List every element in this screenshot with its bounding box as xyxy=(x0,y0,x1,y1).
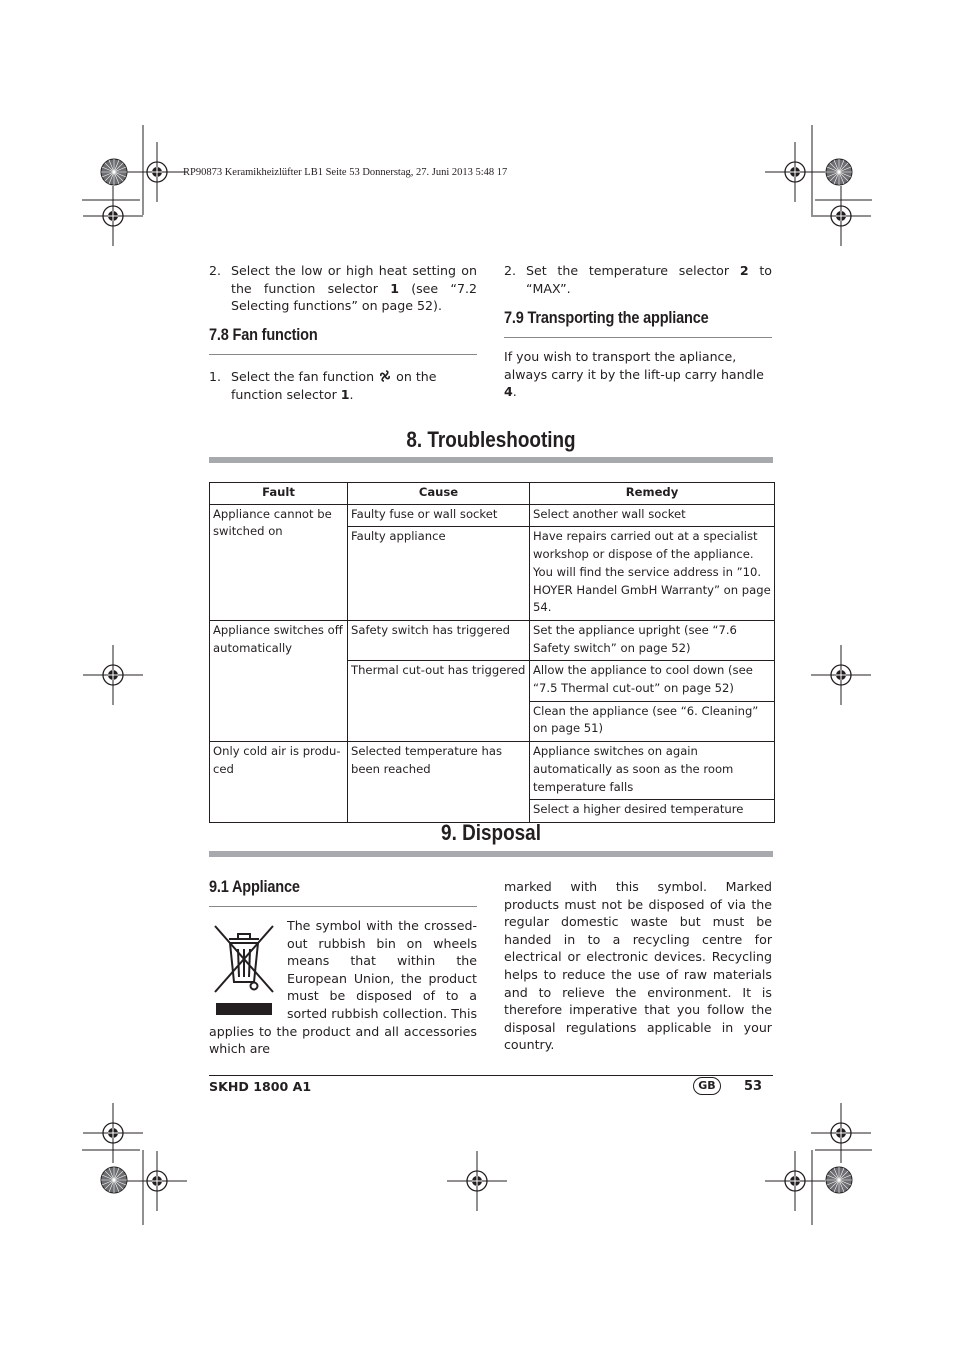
fault-cell: Appliance cannot be switched on xyxy=(210,504,348,620)
remedy-cell: Appliance switches on again automatically as soon as the room temperature falls xyxy=(530,742,775,800)
country-badge: GB xyxy=(693,1077,721,1095)
section-rule xyxy=(209,851,773,857)
section-title-disposal: 9. Disposal xyxy=(441,820,541,845)
cause-cell: Faulty fuse or wall socket xyxy=(348,504,530,527)
page-number: 53 xyxy=(744,1079,763,1094)
heading-underline xyxy=(209,354,477,355)
fault-cell: Appliance switches off automatically xyxy=(210,620,348,741)
remedy-cell: Clean the appliance (see “6. Cleaning” on page 51) xyxy=(530,701,775,741)
table-header-row xyxy=(210,483,775,505)
table-row xyxy=(210,620,775,660)
transport-paragraph: If you wish to transport the apliance, always carry it by the lift-up carry handle 4. xyxy=(504,349,764,400)
troubleshooting-table xyxy=(209,482,775,823)
remedy-cell: Select another wall socket xyxy=(530,504,775,527)
cause-cell: Thermal cut-out has triggered xyxy=(348,661,530,742)
list-number: 1. xyxy=(209,369,222,384)
remedy-cell: Select a higher desired temperature xyxy=(530,800,775,823)
list-number: 2. xyxy=(209,263,222,278)
disposal-paragraph-left: The symbol with the crossed-out rubbish bin on wheels means that within the European Union, the product must be disposed of to a sorted rubbish collection. This applies to the product and all accessories which are xyxy=(209,918,477,1057)
footer-model: SKHD 1800 A1 xyxy=(209,1079,312,1094)
list-item-temperature: 2. Set the temperature selector 2 to “MAX”. xyxy=(504,263,772,296)
footer-rule xyxy=(209,1075,773,1076)
section-rule xyxy=(209,457,773,463)
section-heading-appliance: 9.1 Appliance xyxy=(209,878,300,896)
list-item-fan-function: 1. Select the fan function on the function selector 1. xyxy=(209,369,437,402)
print-header: RP90873 Keramikheizlüfter LB1 Seite 53 Donnerstag, 27. Juni 2013 5:48 17 xyxy=(183,167,508,178)
remedy-cell: Allow the appliance to cool down (see “7.5 Thermal cut-out” on page 52) xyxy=(530,661,775,701)
section-heading-fan-function: 7.8 Fan function xyxy=(209,326,318,344)
cause-cell: Selected temperature has been reached xyxy=(348,742,530,823)
table-row xyxy=(210,504,775,527)
list-number: 2. xyxy=(504,263,517,278)
heading-underline xyxy=(209,906,477,907)
table-row xyxy=(210,742,775,800)
section-heading-transporting: 7.9 Transporting the appliance xyxy=(504,309,709,327)
disposal-paragraph-right: marked with this symbol. Marked products must not be disposed of via the regular domestic waste but must be handed in to a recycling centre for electrical or electronic devices. Recycling helps to reduce the use of raw materials and to relieve the environment. It is therefore imperative that you follow the disposal regulations applicable in your country. xyxy=(504,879,772,1053)
fan-icon xyxy=(378,370,392,382)
remedy-cell: Set the appliance upright (see “7.6 Safety switch” on page 52) xyxy=(530,620,775,660)
column-header-cause: Cause xyxy=(348,483,530,505)
fault-cell: Only cold air is produ-ced xyxy=(210,742,348,823)
column-header-fault: Fault xyxy=(210,483,348,505)
remedy-cell: Have repairs carried out at a specialist workshop or dispose of the appliance. You will find the service address in ”10. HOYER Handel GmbH Warranty” on page 54. xyxy=(530,527,775,621)
section-title-troubleshooting: 8. Troubleshooting xyxy=(406,427,576,452)
column-header-remedy: Remedy xyxy=(530,483,775,505)
list-item-heat-setting: 2. Select the low or high heat setting on the function selector 1 (see “7.2 Selecting functions” on page 52). xyxy=(209,263,477,314)
cause-cell: Faulty appliance xyxy=(348,527,530,621)
heading-underline xyxy=(504,337,772,338)
cause-cell: Safety switch has triggered xyxy=(348,620,530,660)
